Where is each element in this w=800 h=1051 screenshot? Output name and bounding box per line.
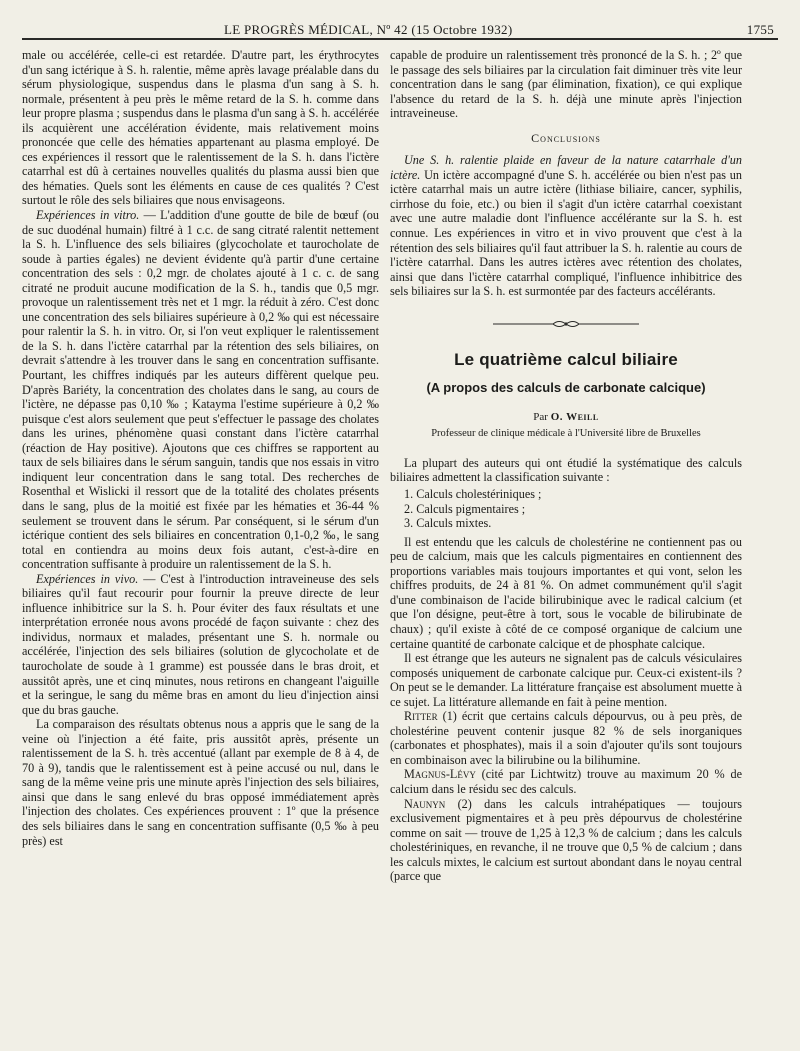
- author-affiliation: Professeur de clinique médicale à l'Université libre de Bruxelles: [431, 428, 701, 440]
- left-column: [22, 48, 379, 848]
- running-header: [22, 14, 778, 36]
- list-item: 2. Calculs pigmentaires ;: [404, 501, 526, 516]
- byline-prefix: Par: [533, 410, 551, 423]
- paragraph-text: (1) écrit que certains calculs dépourvus, ou à peu près, de cholestérine peuvent contenir jusque 82 % de sels inorganiques (carbonates et phosphates), mais il a soin d'ajouter qu'ils sont toujours en combinaison avec la bilirubine ou la bilihumine.: [390, 709, 742, 767]
- paragraph-text: (2) dans les calculs intrahépatiques — toujours exclusivement pigmentaires et à peu près dépourvus de cholestérine comme on sait — trouve de 1,25 à 12,3 % de calcium ; dans les calculs cholestériniques, en revanche, il ne trouve que 0,5 % de calcium ; dans les calculs mixtes, le calcium est surtout abondant dans le noyau central (parce que: [390, 796, 742, 884]
- paragraph: [390, 797, 742, 884]
- byline: [390, 410, 742, 425]
- right-column: [390, 48, 742, 884]
- paragraph: Il est entendu que les calculs de cholestérine ne contiennent pas ou peu de calcium, mais que les calculs pigmentaires en contiennent des proportions variables mais toujours importantes et qui vont, selon les chiffres produits, de 24 à 81 %. On admet communément qu'il s'agit d'une combinaison de l'acide bilirubinique avec le radical calcium (et que l'on désigne, peut-être à tort, sous le vocable de bilirubinate de chaux) ; qu'il existe à côté de ce composé organique de calcium une certaine quantité de carbonate calcique et de phosphate calcique.: [390, 534, 742, 651]
- paragraph: La comparaison des résultats obtenus nous a appris que le sang de la veine où l'injection a été faite, pris aussitôt après, présente un ralentissement de la S. h. très accentué (allant par exemple de 8 à 4, de 70 à 9), tandis que le ralentissement est à peine accusé ou nul, dans le sang de la même veine pris une minute après l'injection des sels biliaires, ainsi que dans le sang enlevé du bras opposé immédiatement après l'injection des cholates. Ces expériences prouvent : 1º que la présence des sels biliaires dans le sang en concentration suffisante (0,5 ‰ à peu près) est: [22, 717, 379, 848]
- paragraph-lead: Une S. h. ralentie plaide en faveur de la nature catarrhale d'un ictère.: [390, 153, 742, 182]
- article-title: Le quatrième calcul biliaire: [454, 349, 678, 369]
- paragraph: [22, 208, 379, 572]
- paragraph-lead: Expériences in vivo.: [36, 571, 139, 586]
- section-heading: Conclusions: [531, 130, 601, 145]
- cited-author: Ritter: [404, 709, 438, 724]
- list-item: 3. Calculs mixtes.: [404, 516, 492, 531]
- paragraph-text: Un ictère accompagné d'une S. h. accélérée ou bien n'est pas un ictère catarrhal mais un autre ictère (lithiase biliaire, cancer, syphilis, cirrhose du foie, etc.) ou bien il s'agit d'un ictère catarrhal coexistant avec une autre maladie dont l'influence accélérante sur la S. h. est connue. Les expériences in vitro et in vivo prouvent que c'est à la rétention des sels biliaires qu'il faut attribuer la S. h. ralentie au cours de l'ictère catarrhal. Dans les autres ictères avec rétention des cholates, ainsi que dans l'ictère catarrhal compliqué, l'influence inhibitrice des sels biliaires sur la S. h. est surmontée par des facteurs accélérants.: [390, 167, 742, 299]
- article-subtitle: (A propos des calculs de carbonate calcique): [426, 380, 706, 396]
- cited-author: Naunyn: [404, 796, 446, 811]
- paragraph: Il est étrange que les auteurs ne signalent pas de calculs vésiculaires composés uniquement de carbonate calcique pur. Ceux-ci existent-ils ? On peut se le demander. La littérature française est absolument muette à ce sujet. La littérature allemande en fait à peine mention.: [390, 651, 742, 709]
- journal-title: LE PROGRÈS MÉDICAL, Nº 42 (15 Octobre 1932): [224, 22, 513, 37]
- paragraph-text: — C'est à l'introduction intraveineuse des sels biliaires qu'il faut recourir pour fournir la preuve directe de leur influence inhibitrice sur la S. h. Pour éviter des faux résultats et une interprétation erronée nous avons procédé de façon suivante : chez des individus, normaux et malades, présentant une S. h. normale ou accélérée, l'injection des sels biliaires (solution de glycocholate et de taurocholate de soude à 1 gramme) est poussée dans le bras droit, et aussitôt après, une et cinq minutes, nous retirons en changeant l'aiguille et la seringue, le sang du même bras en amont du lieu d'injection ainsi que du bras gauche.: [22, 571, 379, 717]
- author-name: O. Weill: [550, 410, 599, 423]
- paragraph: [390, 153, 742, 298]
- decorative-rule-ornament-icon: [491, 317, 641, 331]
- paragraph: [390, 767, 742, 796]
- classification-list: [390, 487, 742, 531]
- paragraph: [390, 709, 742, 767]
- paragraph-text: (cité par Lichtwitz) trouve au maximum 20 % de calcium dans le résidu sec des calculs.: [390, 767, 742, 796]
- list-item: 1. Calculs cholestériniques ;: [404, 487, 542, 502]
- paragraph: capable de produire un ralentissement très prononcé de la S. h. ; 2º que le passage des sels biliaires par la circulation fait diminuer très vite leur concentration dans le sang (par élimination, fixation), ce qui explique l'absence du retard de la S. h. déjà une minute après l'injection intraveineuse.: [390, 48, 742, 121]
- paragraph-lead: Expériences in vitro.: [36, 208, 140, 223]
- paragraph: La plupart des auteurs qui ont étudié la systématique des calculs biliaires admettent la classification suivante :: [390, 455, 742, 485]
- paragraph: [22, 572, 379, 717]
- paragraph-text: — L'addition d'une goutte de bile de bœuf (ou de suc duodénal humain) filtré à 1 c.c. de sang citraté ralentit nettement la S. h. L'influence des sels biliaires (glycocholate et taurocholate de soude à parties égales) ne devient évidente qu'à partir d'une certaine concentration des sels : 0,2 mgr. de cholates ajouté à 1 c. c. de sang citraté ne produit aucune modification de la S. h., tandis que 0,5 mgr. provoque un ralentissement très net et 1 mgr. la réduit à zéro. C'est donc une concentration des sels biliaires supérieure à 0,2 ‰ qui est nécessaire pour ralentir la S. h. in vitro. Or, si l'on veut expliquer le ralentissement de la S. h. dans l'ictère catarrhal par la rétention des sels biliaires, on devrait s'attendre à les trouver dans le sang en concentration suffisante. Pourtant, les chiffres indiqués par les auteurs diffèrent quelque peu. D'après Bariéty, la concentration des cholates dans le sang, au cours de l'ictère, ne dépasse pas 0,10 ‰ ; Katayma l'estime supérieure à 0,2 ‰ puisque c'est alors seulement que peut s'effectuer le passage des cholates dans les urines, phénomène quasi constant dans l'ictère catarrhal (réaction de Hay positive). Ajoutons que ces chiffres se rapportent au taux de sels biliaires dans le sérum sanguin, tandis que nos essais in vitro indiquent leur concentration dans le sang total. Des recherches de Rosenthal et Wislicki il ressort que de la totalité des cholates présents dans le sang, plus de la moitié est fixée par les hématies et 36-44 % seulement se trouvent dans le sérum. Par conséquent, si le sérum d'un ictérique contient des sels biliaires en concentration 0,1-0,2 ‰, le sang total en contiendra au moins deux fois autant, c'est-à-dire en concentration suffisante à produire un ralentissement de la S. h.: [22, 208, 379, 572]
- header-rule: [22, 38, 778, 40]
- ornament-divider: [491, 317, 641, 331]
- cited-author: Magnus-Lévy: [404, 767, 476, 782]
- page-number: 1755: [746, 22, 774, 37]
- paragraph: male ou accélérée, celle-ci est retardée. D'autre part, les érythrocytes d'un sang ictérique à S. h. ralentie, même après lavage préalable dans du sérum physiologique, suspendus dans le plasma d'un sang à S. h. normale, présentent à peu près le même retard de la S. h. comme dans leur propre plasma ; suspendus dans le plasma d'un sang à S. h. accélérée ils acquièrent une accélération évidente, mais relativement moins prononcée que celle des hématies appartenant au plasma employé. De ces expériences il ressort que le ralentissement de la S. h. dans l'ictère catarrhal est dû à certaines nouvelles qualités du plasma aussi bien que des hématies. Quels sont les éléments en cause de ces qualités ? C'est surtout le rôle des sels biliaires que nous envisageons.: [22, 48, 379, 208]
